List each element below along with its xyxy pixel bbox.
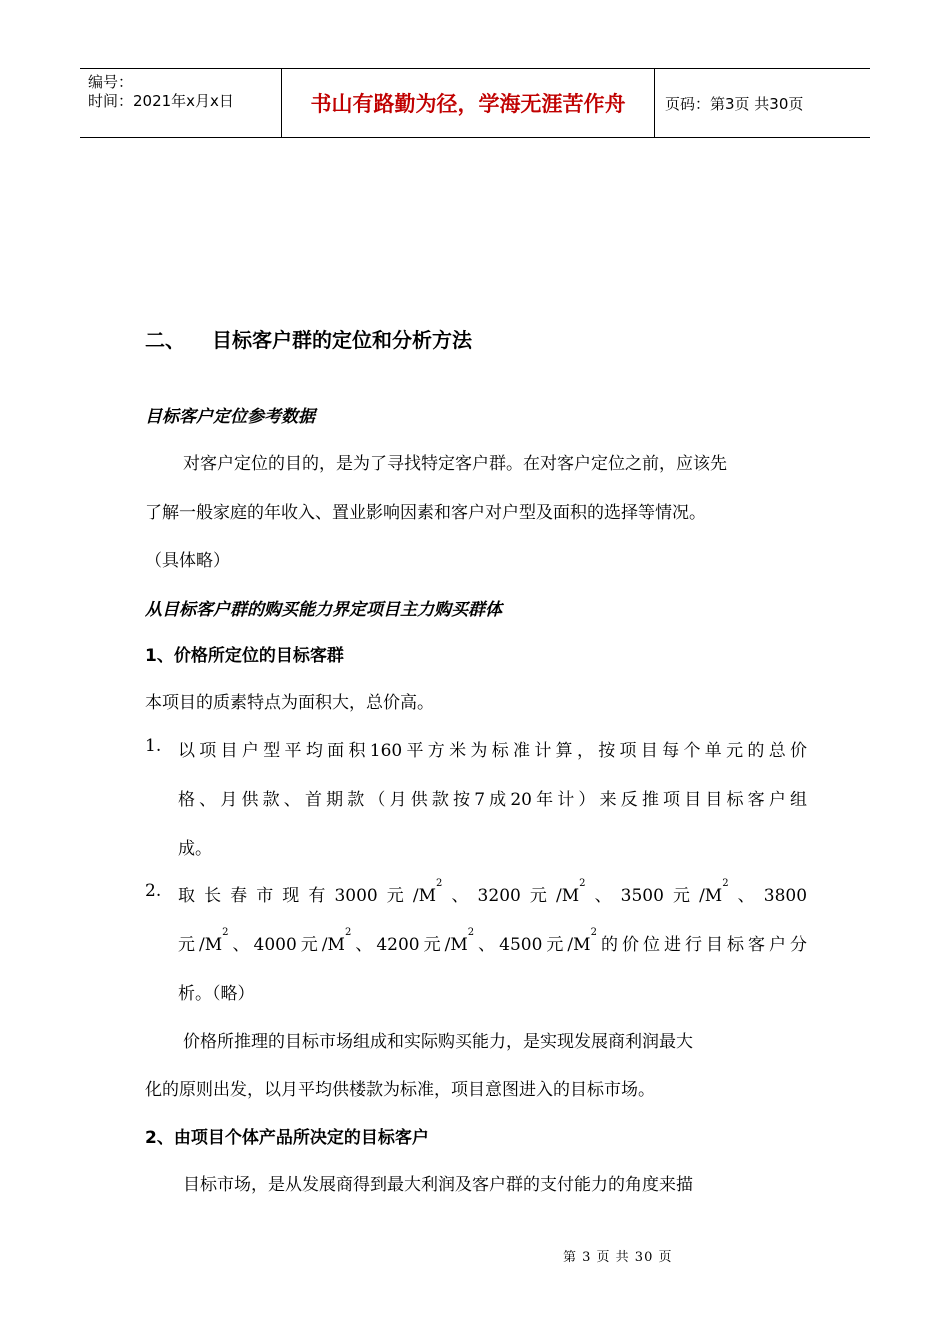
list-number-2: 2. — [145, 881, 162, 901]
item2-heading: 2、由项目个体产品所决定的目标客户 — [145, 1128, 429, 1148]
list-item2-line3: 析。（略） — [178, 984, 255, 1004]
para3-line2: 化的原则出发，以月平均供楼款为标准，项目意图进入的目标市场。 — [145, 1080, 655, 1100]
list-item2-line1: 取长春市现有3000元$/M^2$、3200元$/M^2$、3500元$/M^2$、3800 — [178, 878, 808, 906]
list-number-1: 1. — [145, 736, 162, 756]
header-meta — [80, 69, 282, 137]
para2: 本项目的质素特点为面积大，总价高。 — [145, 693, 434, 713]
list-item2-line2: 元$/M^2$、4000元$/M^2$、4200元$/M^2$、4500元$/M^2$的价位进行目标客户分 — [178, 927, 808, 955]
section-number: 二、 — [145, 328, 185, 352]
item1-heading: 1、价格所定位的目标客群 — [145, 646, 344, 666]
list-item1-line2: 格、月供款、首期款（月供款按7成20年计）来反推项目目标客户组 — [178, 790, 807, 810]
header-time: 时间：2021年x月x日 — [88, 92, 234, 110]
para4-line1: 目标市场，是从发展商得到最大利润及客户群的支付能力的角度来描 — [183, 1175, 693, 1195]
para1-line3: （具体略） — [145, 551, 230, 571]
subheading-reference-data: 目标客户定位参考数据 — [145, 407, 315, 427]
section-title: 目标客户群的定位和分析方法 — [212, 328, 472, 352]
page-footer: 第 3 页 共 30 页 — [563, 1250, 673, 1265]
list-item1-line1: 以项目户型平均面积160平方米为标准计算，按项目每个单元的总价 — [178, 741, 807, 761]
header-motto: 书山有路勤为径，学海无涯苦作舟 — [282, 69, 655, 137]
para1-line1: 对客户定位的目的，是为了寻找特定客户群。在对客户定位之前，应该先 — [183, 454, 727, 474]
para1-line2: 了解一般家庭的年收入、置业影响因素和客户对户型及面积的选择等情况。 — [145, 503, 706, 523]
header-page-info: 页码：第3页 共30页 — [665, 94, 804, 113]
subheading-purchasing-power: 从目标客户群的购买能力界定项目主力购买群体 — [145, 600, 502, 620]
page-header — [80, 68, 870, 138]
para3-line1: 价格所推理的目标市场组成和实际购买能力，是实现发展商利润最大 — [183, 1032, 693, 1052]
list-item1-line3: 成。 — [178, 839, 212, 859]
header-number: 编号： — [88, 73, 134, 91]
